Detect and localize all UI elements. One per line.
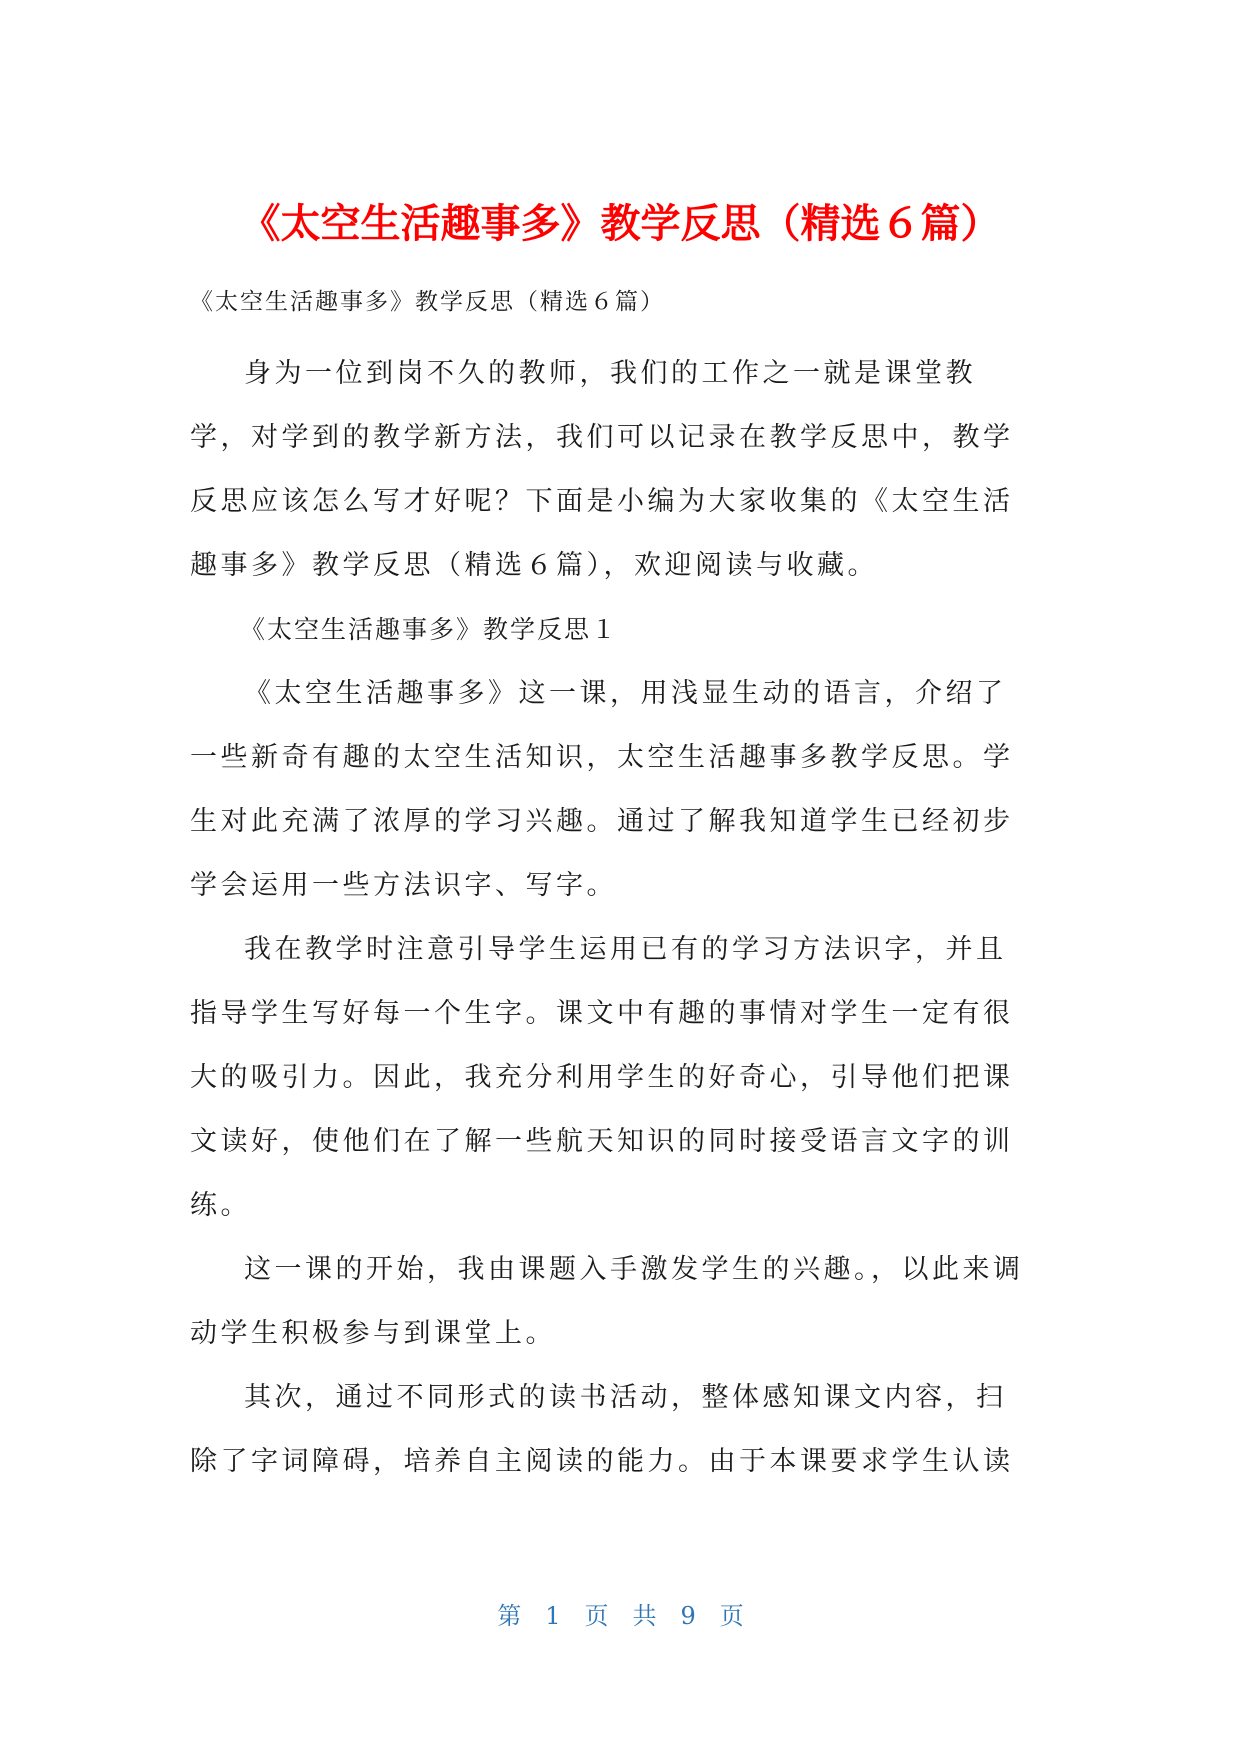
body-paragraph: 这一课的开始，我由课题入手激发学生的兴趣。，以此来调动学生积极参与到课堂上。 — [190, 1254, 1024, 1349]
document-body — [190, 282, 1035, 1494]
section-heading: 《太空生活趣事多》教学反思１ — [240, 615, 619, 644]
intro-paragraph: 身为一位到岗不久的教师，我们的工作之一就是课堂教学，对学到的教学新方法，我们可以记录在教学反思中，教学反思应该怎么写才好呢？下面是小编为大家收集的《太空生活趣事多》教学反思（精选６篇），欢迎阅读与收藏。 — [190, 358, 1014, 581]
page-footer: 第 1 页 共 9 页 — [497, 1602, 744, 1630]
document-title: 《太空生活趣事多》教学反思（精选６篇） — [240, 201, 1001, 247]
document-subtitle: 《太空生活趣事多》教学反思（精选６篇） — [190, 289, 665, 315]
body-paragraph: 其次，通过不同形式的读书活动，整体感知课文内容，扫除了字词障碍，培养自主阅读的能力。由于本课要求学生认读 — [190, 1382, 1014, 1477]
body-paragraph: 《太空生活趣事多》这一课，用浅显生动的语言，介绍了一些新奇有趣的太空生活知识，太空生活趣事多教学反思。学生对此充满了浓厚的学习兴趣。通过了解我知道学生已经初步学会运用一些方法识字、写字。 — [190, 678, 1014, 901]
body-paragraph: 我在教学时注意引导学生运用已有的学习方法识字，并且指导学生写好每一个生字。课文中有趣的事情对学生一定有很大的吸引力。因此，我充分利用学生的好奇心，引导他们把课文读好，使他们在了解一些航天知识的同时接受语言文字的训练。 — [190, 934, 1014, 1221]
